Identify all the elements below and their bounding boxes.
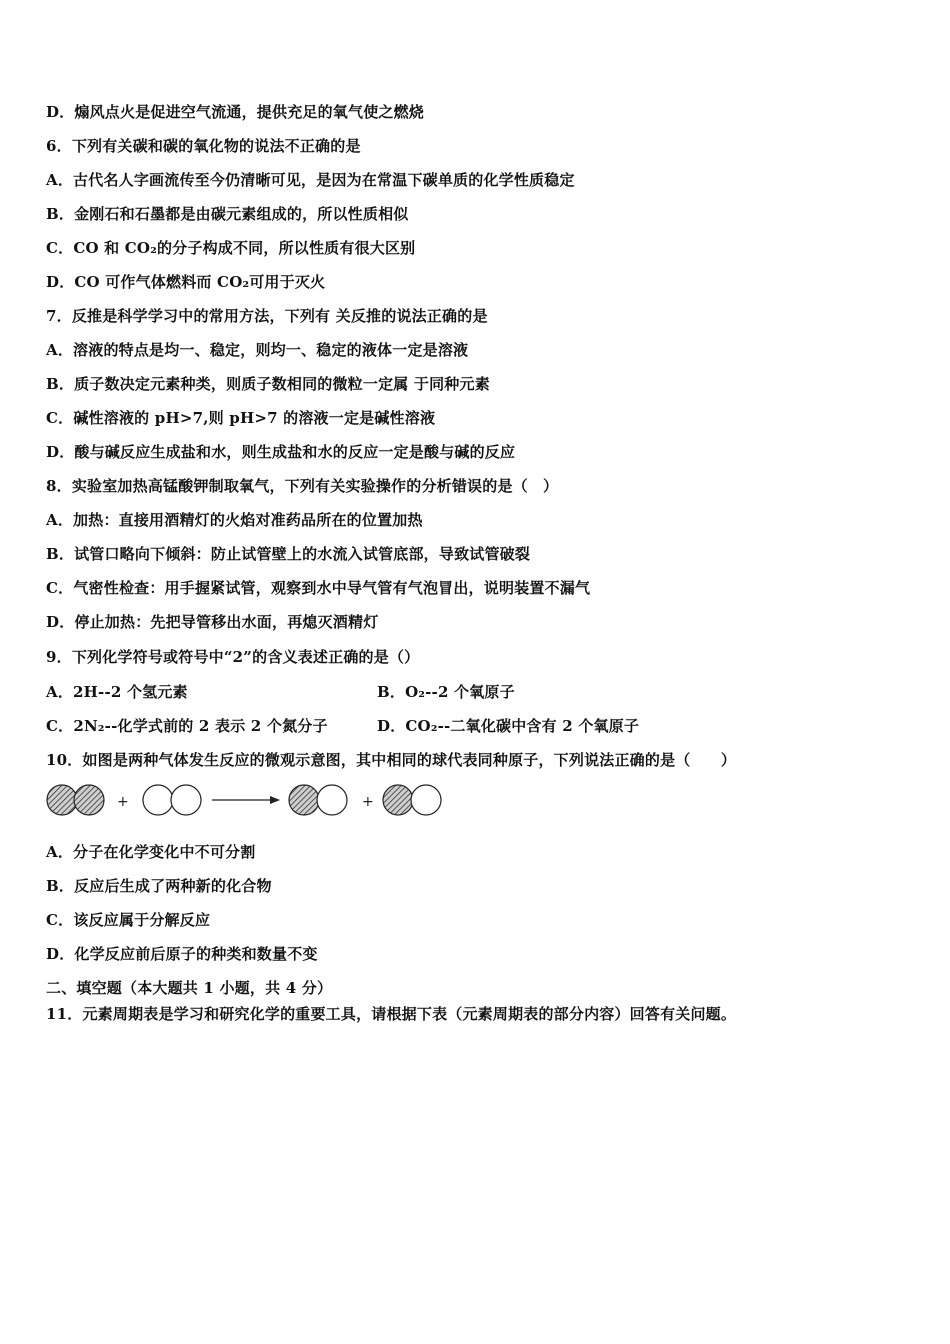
q10-option-a: A．分子在化学变化中不可分割 <box>46 843 256 861</box>
q10-option-d: D．化学反应前后原子的种类和数量不变 <box>46 945 318 963</box>
section-2-title: 二、填空题（本大题共 1 小题，共 4 分） <box>46 979 333 997</box>
white-atom <box>411 785 441 815</box>
q9-option-d: D．CO₂--二氧化碳中含有 2 个氧原子 <box>377 717 640 735</box>
reactant-molecule-2 <box>143 785 201 815</box>
q6-option-c: C．CO 和 CO₂的分子构成不同，所以性质有很大区别 <box>46 239 416 257</box>
q10-option-b: B．反应后生成了两种新的化合物 <box>46 877 272 895</box>
q8-option-c: C．气密性检查：用手握紧试管，观察到水中导气管有气泡冒出，说明装置不漏气 <box>46 579 591 597</box>
q9-stem: 9．下列化学符号或符号中“2”的含义表述正确的是（） <box>46 648 420 666</box>
q11-stem: 11．元素周期表是学习和研究化学的重要工具，请根据下表（元素周期表的部分内容）回答有关问题。 <box>46 1005 737 1023</box>
q8-stem: 8．实验室加热高锰酸钾制取氧气，下列有关实验操作的分析错误的是（ ） <box>46 477 559 495</box>
q8-option-d: D．停止加热：先把导管移出水面，再熄灭酒精灯 <box>46 613 379 631</box>
q8-option-b: B．试管口略向下倾斜：防止试管壁上的水流入试管底部，导致试管破裂 <box>46 545 531 563</box>
white-atom <box>171 785 201 815</box>
product-molecule-1 <box>289 785 347 815</box>
q7-option-c: C．碱性溶液的 pH>7,则 pH>7 的溶液一定是碱性溶液 <box>46 409 436 427</box>
q6-stem: 6．下列有关碳和碳的氧化物的说法不正确的是 <box>46 137 361 155</box>
plus-sign: + <box>362 794 374 810</box>
q7-stem: 7．反推是科学学习中的常用方法，下列有 关反推的说法正确的是 <box>46 307 488 325</box>
q10-option-c: C．该反应属于分解反应 <box>46 911 211 929</box>
q7-option-d: D．酸与碱反应生成盐和水，则生成盐和水的反应一定是酸与碱的反应 <box>46 443 516 461</box>
hatched-atom <box>74 785 104 815</box>
reactant-molecule-1 <box>47 785 104 815</box>
q8-option-a: A．加热：直接用酒精灯的火焰对准药品所在的位置加热 <box>46 511 423 529</box>
white-atom <box>317 785 347 815</box>
q6-option-a: A．古代名人字画流传至今仍清晰可见，是因为在常温下碳单质的化学性质稳定 <box>46 171 575 189</box>
q6-option-b: B．金刚石和石墨都是由碳元素组成的，所以性质相似 <box>46 205 409 223</box>
hatched-atom <box>289 785 319 815</box>
plus-sign: + <box>117 794 129 810</box>
q5-option-d: D．煽风点火是促进空气流通，提供充足的氧气使之燃烧 <box>46 103 425 121</box>
q7-option-a: A．溶液的特点是均一、稳定，则均一、稳定的液体一定是溶液 <box>46 341 469 359</box>
q7-option-b: B．质子数决定元素种类，则质子数相同的微粒一定属 于同种元素 <box>46 375 490 393</box>
q9-option-c: C．2N₂--化学式前的 2 表示 2 个氮分子 <box>46 717 328 735</box>
reaction-diagram <box>44 780 464 822</box>
hatched-atom <box>383 785 413 815</box>
q9-option-a: A．2H--2 个氢元素 <box>46 683 188 701</box>
reaction-arrow <box>212 796 280 804</box>
product-molecule-2 <box>383 785 441 815</box>
q6-option-d: D．CO 可作气体燃料而 CO₂可用于灭火 <box>46 273 326 291</box>
q10-stem: 10．如图是两种气体发生反应的微观示意图，其中相同的球代表同种原子，下列说法正确的是（ ） <box>46 751 737 769</box>
white-atom <box>143 785 173 815</box>
q9-option-b: B．O₂--2 个氧原子 <box>377 683 515 701</box>
hatched-atom <box>47 785 77 815</box>
